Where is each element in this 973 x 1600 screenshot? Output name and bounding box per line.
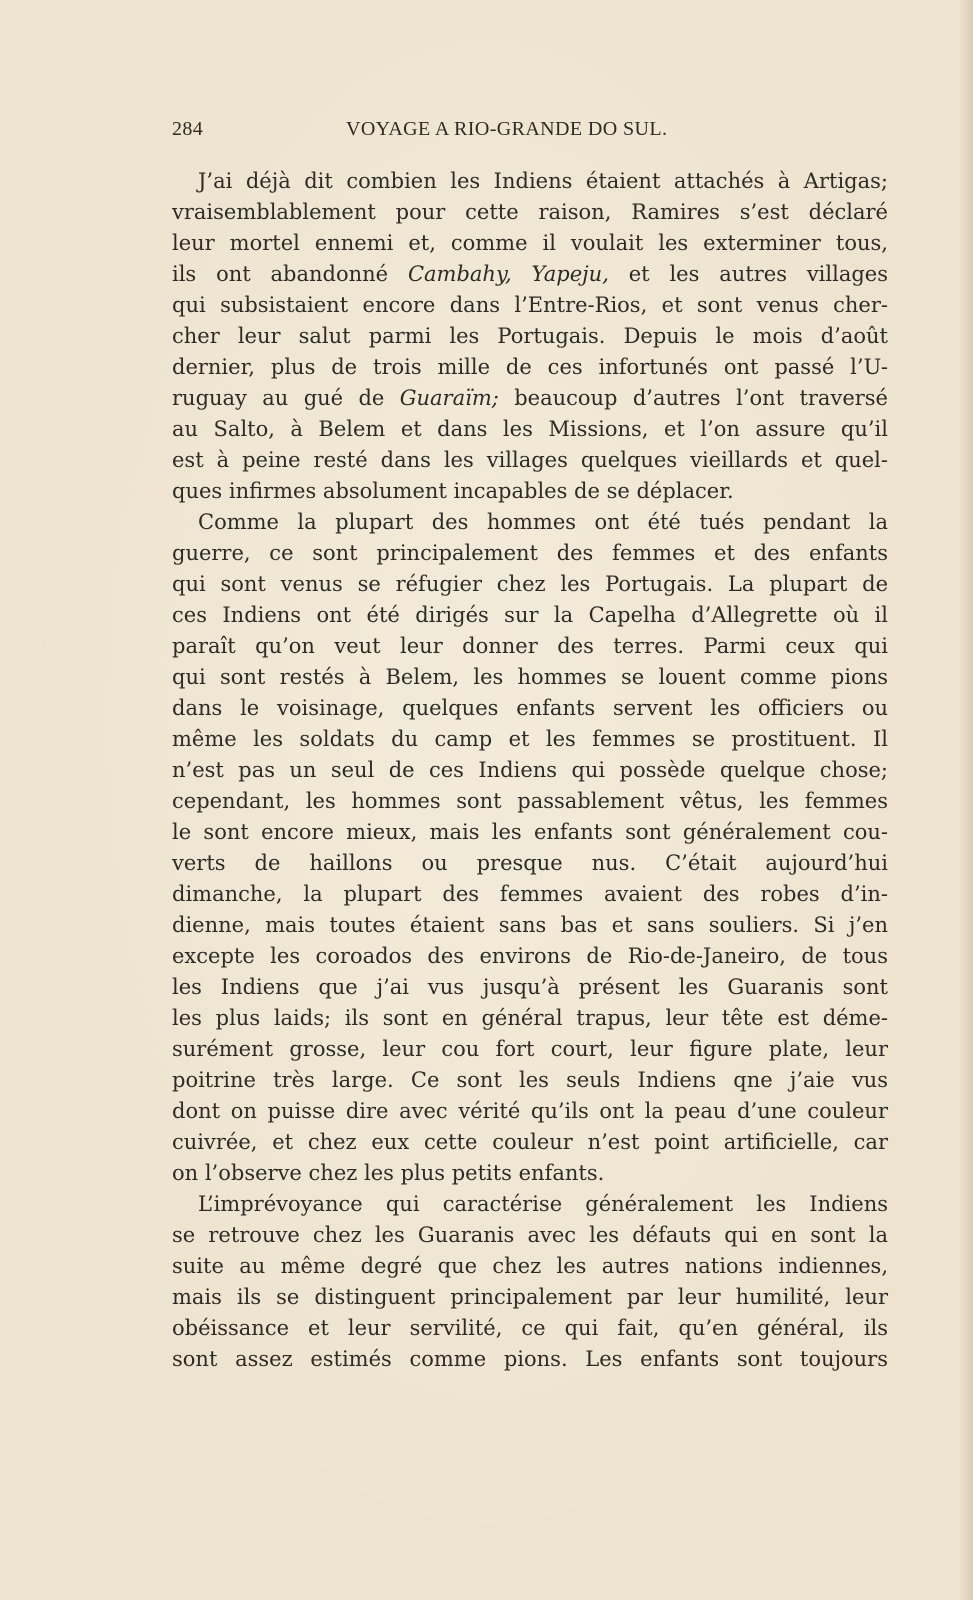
text-line: guerre, ce sont principalement des femmes et des enfants bbox=[172, 541, 888, 565]
text-run: ils ont abandonné bbox=[172, 262, 408, 286]
page-number: 284 bbox=[172, 118, 204, 140]
text-line: mais ils se distinguent principalement par leur humilité, leur bbox=[172, 1285, 888, 1309]
text-line: verts de haillons ou presque nus. C’était aujourd’hui bbox=[172, 851, 888, 875]
text-line: qui sont restés à Belem, les hommes se louent comme pions bbox=[172, 665, 888, 689]
text-line: surément grosse, leur cou fort court, leur figure plate, leur bbox=[172, 1037, 888, 1061]
text-line: sont assez estimés comme pions. Les enfants sont toujours bbox=[172, 1347, 888, 1371]
text-line: excepte les coroados des environs de Rio-de-Janeiro, de tous bbox=[172, 944, 888, 968]
text-line: Comme la plupart des hommes ont été tués pendant la bbox=[198, 510, 888, 534]
text-line: poitrine très large. Ce sont les seuls Indiens qne j’aie vus bbox=[172, 1068, 888, 1092]
text-line: J’ai déjà dit combien les Indiens étaient attachés à Artigas; bbox=[198, 169, 888, 193]
text-line: cuivrée, et chez eux cette couleur n’est point artificielle, car bbox=[172, 1130, 888, 1154]
text-line: se retrouve chez les Guaranis avec les défauts qui en sont la bbox=[172, 1223, 888, 1247]
text-line: le sont encore mieux, mais les enfants sont généralement cou- bbox=[172, 820, 888, 844]
italic-text: Cambahy, Yapeju, bbox=[407, 262, 609, 286]
text-line: vraisemblablement pour cette raison, Ramires s’est déclaré bbox=[172, 200, 888, 224]
text-line: suite au même degré que chez les autres nations indiennes, bbox=[172, 1254, 888, 1278]
text-line bbox=[172, 383, 888, 414]
text-line: dimanche, la plupart des femmes avaient des robes d’in- bbox=[172, 882, 888, 906]
text-line: les plus laids; ils sont en général trapus, leur tête est déme- bbox=[172, 1006, 888, 1030]
italic-text: Guaraïm; bbox=[399, 386, 499, 410]
text-line: obéissance et leur servilité, ce qui fait, qu’en général, ils bbox=[172, 1316, 888, 1340]
page-header bbox=[172, 118, 888, 148]
text-line: on l’observe chez les plus petits enfants. bbox=[172, 1161, 605, 1185]
text-line: dont on puisse dire avec vérité qu’ils ont la peau d’une couleur bbox=[172, 1099, 888, 1123]
text-line: paraît qu’on veut leur donner des terres. Parmi ceux qui bbox=[172, 634, 888, 658]
text-line: les Indiens que j’ai vus jusqu’à présent les Guaranis sont bbox=[172, 975, 888, 999]
text-line: leur mortel ennemi et, comme il voulait les exterminer tous, bbox=[172, 231, 888, 255]
text-line: au Salto, à Belem et dans les Missions, et l’on assure qu’il bbox=[172, 417, 888, 441]
text-line: n’est pas un seul de ces Indiens qui possède quelque chose; bbox=[172, 758, 888, 782]
text-line: qui sont venus se réfugier chez les Portugais. La plupart de bbox=[172, 572, 888, 596]
text-line: est à peine resté dans les villages quelques vieillards et quel- bbox=[172, 448, 888, 472]
text-line: dernier, plus de trois mille de ces infortunés ont passé l’U- bbox=[172, 355, 888, 379]
text-line bbox=[172, 259, 888, 290]
running-title: VOYAGE A RIO-GRANDE DO SUL. bbox=[346, 118, 668, 140]
text-line: dans le voisinage, quelques enfants servent les officiers ou bbox=[172, 696, 888, 720]
text-line: ces Indiens ont été dirigés sur la Capelha d’Allegrette où il bbox=[172, 603, 888, 627]
text-line: ques infirmes absolument incapables de se déplacer. bbox=[172, 479, 734, 503]
text-line: L’imprévoyance qui caractérise généralement les Indiens bbox=[198, 1192, 888, 1216]
text-line: qui subsistaient encore dans l’Entre-Rios, et sont venus cher- bbox=[172, 293, 888, 317]
text-line: même les soldats du camp et les femmes se prostituent. Il bbox=[172, 727, 888, 751]
body-text bbox=[172, 166, 888, 1375]
text-line: cher leur salut parmi les Portugais. Depuis le mois d’août bbox=[172, 324, 888, 348]
text-run: ruguay au gué de bbox=[172, 386, 400, 410]
text-run: et les autres villages bbox=[608, 262, 888, 286]
text-line: cependant, les hommes sont passablement vêtus, les femmes bbox=[172, 789, 888, 813]
page-edge-shadow bbox=[959, 0, 973, 1600]
text-line: dienne, mais toutes étaient sans bas et sans souliers. Si j’en bbox=[172, 913, 888, 937]
text-run: beaucoup d’autres l’ont traversé bbox=[498, 386, 888, 410]
